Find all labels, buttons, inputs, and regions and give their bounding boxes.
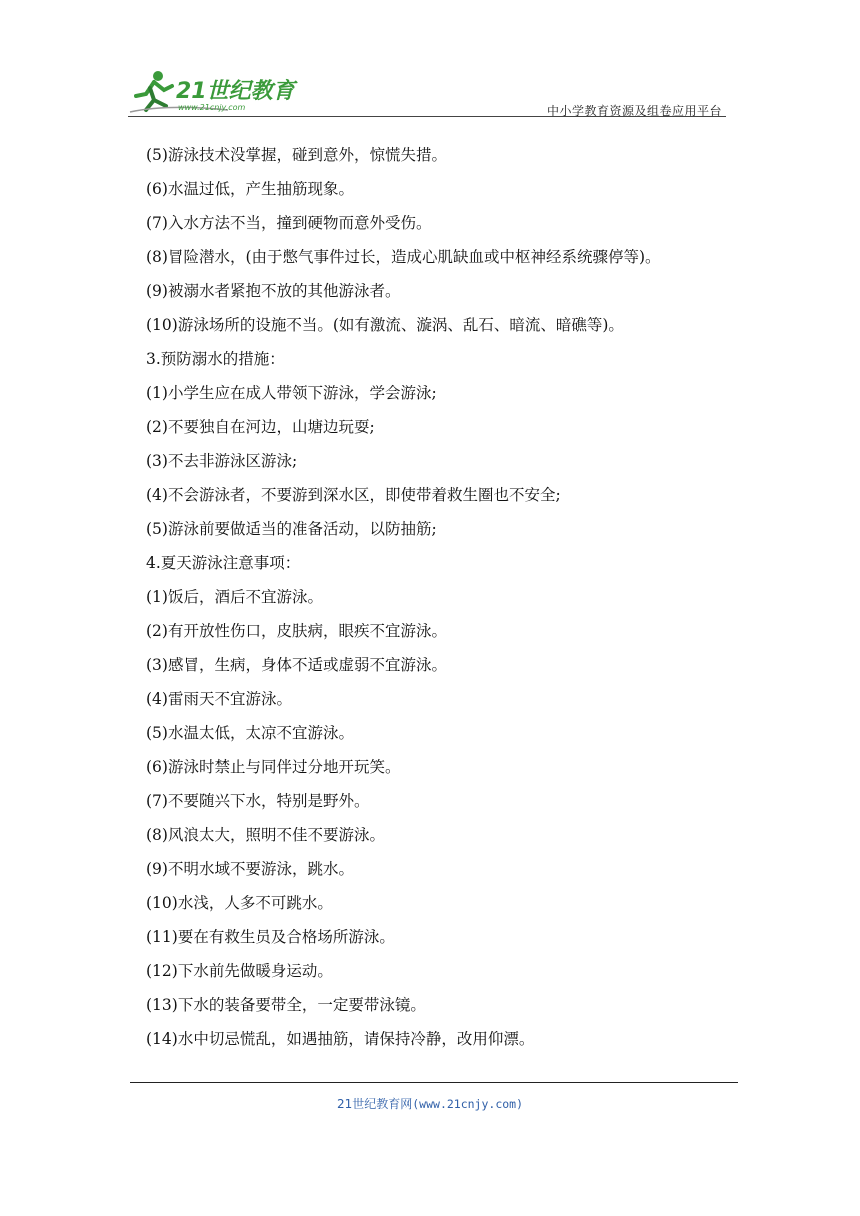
text-line: (2)有开放性伤口，皮肤病，眼疾不宜游泳。 xyxy=(146,622,447,640)
text-line: (6)水温过低，产生抽筋现象。 xyxy=(146,180,354,198)
text-line: (4)不会游泳者，不要游到深水区，即使带着救生圈也不安全; xyxy=(146,486,561,504)
runner-logo-icon xyxy=(128,66,328,118)
text-line: (5)游泳前要做适当的准备活动，以防抽筋; xyxy=(146,520,437,538)
text-line: (1)小学生应在成人带领下游泳，学会游泳; xyxy=(146,384,437,402)
text-line: (6)游泳时禁止与同伴过分地开玩笑。 xyxy=(146,758,401,776)
text-line: (9)被溺水者紧抱不放的其他游泳者。 xyxy=(146,282,401,300)
text-line: (13)下水的装备要带全，一定要带泳镜。 xyxy=(146,996,426,1014)
text-line: (11)要在有救生员及合格场所游泳。 xyxy=(146,928,395,946)
page-footer xyxy=(0,1095,860,1112)
document-body xyxy=(146,142,736,1060)
logo xyxy=(128,66,328,118)
page-header xyxy=(128,66,726,118)
svg-text:21世纪教育: 21世纪教育 xyxy=(176,79,295,104)
text-line: (5)游泳技术没掌握，碰到意外，惊慌失措。 xyxy=(146,146,447,164)
text-line: (14)水中切忌慌乱，如遇抽筋，请保持冷静，改用仰漂。 xyxy=(146,1030,535,1048)
text-line: (10)游泳场所的设施不当。(如有激流、漩涡、乱石、暗流、暗礁等)。 xyxy=(146,316,624,334)
footer-url: (www.21cnjy.com) xyxy=(412,1097,524,1111)
text-line: (12)下水前先做暖身运动。 xyxy=(146,962,333,980)
text-line: (2)不要独自在河边，山塘边玩耍; xyxy=(146,418,375,436)
text-line: (3)感冒，生病，身体不适或虚弱不宜游泳。 xyxy=(146,656,447,674)
text-line: (1)饭后，酒后不宜游泳。 xyxy=(146,588,323,606)
footer-site: 21世纪教育网 xyxy=(336,1097,413,1111)
text-line: (7)不要随兴下水，特别是野外。 xyxy=(146,792,370,810)
platform-name: 中小学教育资源及组卷应用平台 xyxy=(546,104,722,118)
section-heading: 3.预防溺水的措施： xyxy=(146,350,285,368)
footer-divider xyxy=(130,1082,738,1083)
text-line: (8)冒险潜水，(由于憋气事件过长，造成心肌缺血或中枢神经系统骤停等)。 xyxy=(146,248,661,266)
text-line: (9)不明水域不要游泳，跳水。 xyxy=(146,860,354,878)
text-line: (3)不去非游泳区游泳; xyxy=(146,452,298,470)
text-line: (8)风浪太大，照明不佳不要游泳。 xyxy=(146,826,385,844)
section-heading: 4.夏天游泳注意事项： xyxy=(146,554,301,572)
svg-text:www.21cnjy.com: www.21cnjy.com xyxy=(178,103,246,112)
text-line: (5)水温太低，太凉不宜游泳。 xyxy=(146,724,354,742)
text-line: (4)雷雨天不宜游泳。 xyxy=(146,690,292,708)
text-line: (10)水浅，人多不可跳水。 xyxy=(146,894,333,912)
text-line: (7)入水方法不当，撞到硬物而意外受伤。 xyxy=(146,214,432,232)
header-divider xyxy=(128,116,726,117)
